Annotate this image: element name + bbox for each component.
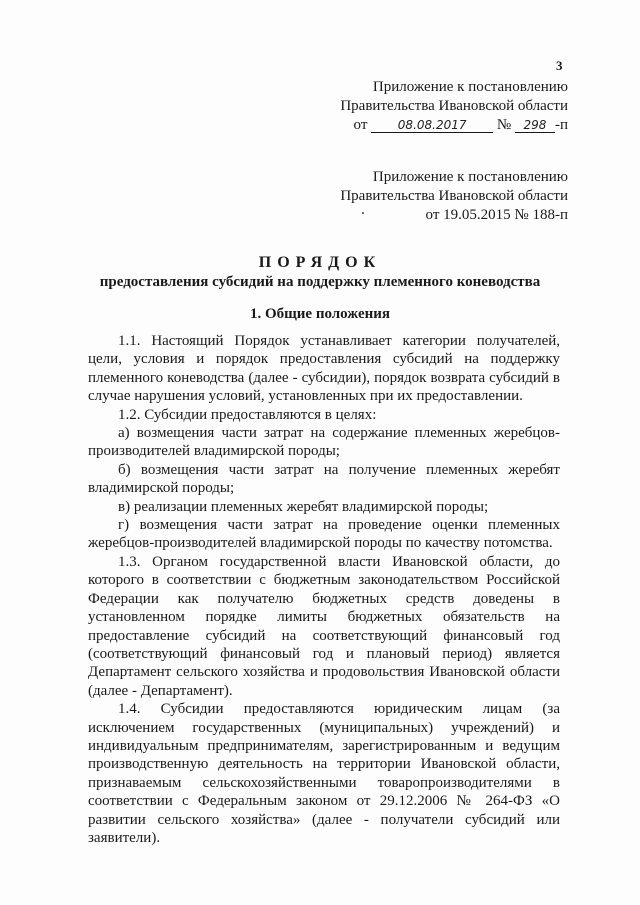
document-body: [88, 332, 560, 847]
stray-dot: [362, 212, 364, 214]
appendix-prev-line-3: от 19.05.2015 № 188-п: [425, 207, 568, 223]
document-subtitle: предоставления субсидий на поддержку племенного коневодства: [99, 274, 541, 290]
section-heading: 1. Общие положения: [249, 306, 391, 322]
paragraph-1-1: 1.1. Настоящий Порядок устанавливает категории получателей, цели, условия и порядок предоставления субсидий на поддержку племенного коневодства (далее - субсидии), порядок возврата субсидий в случае нарушения условий, установленных при их предоставлении.: [88, 333, 560, 405]
paragraph-b: б) возмещения части затрат на получение племенных жеребят владимирской породы;: [88, 461, 560, 497]
appendix-current-block: [340, 78, 568, 135]
document-title: ПОРЯДОК: [258, 254, 382, 271]
appendix-prev-line-2: Правительства Ивановской области: [340, 188, 568, 204]
page-number: 3: [556, 58, 563, 73]
from-label: от: [353, 117, 368, 133]
appendix-date-number-line: [340, 116, 568, 135]
appendix-prev-line-1: Приложение к постановлению: [372, 169, 568, 185]
paragraph-1-3: 1.3. Органом государственной власти Ивановской области, до которого в соответствии с бюджетным законодательством Российской Федерации как получателю бюджетных средств доведены в установленном порядке лимиты бюджетных обязательств на предоставление субсидий на соответствующий финансовый год (соответствующий финансовый год и плановый период) является Департамент сельского хозяйства и продовольствия Ивановской области (далее - Департамент).: [88, 553, 560, 699]
paragraph-a: а) возмещения части затрат на содержание племенных жеребцов-производителей владимирской породы;: [88, 425, 560, 460]
handwritten-date: 08.08.2017: [371, 118, 493, 133]
appendix-previous-block: [340, 168, 568, 225]
appendix-line-1: Приложение к постановлению: [372, 79, 568, 95]
number-suffix: -п: [554, 117, 568, 133]
paragraph-1-2: 1.2. Субсидии предоставляются в целях:: [118, 406, 377, 423]
handwritten-number: 298: [515, 118, 555, 133]
paragraph-g: г) возмещения части затрат на проведение оценки племенных жеребцов-производителей владимирской породы по качеству потомства.: [88, 517, 560, 552]
paragraph-1-4: 1.4. Субсидии предоставляются юридическим лицам (за исключением государственных (муниципальных) учреждений) и индивидуальным предпринимателям, зарегистрированным и ведущим производственную деятельность на территории Ивановской области, признаваемым сельскохозяйственными товаропроизводителями в соответствии с Федеральным законом от 29.12.2006 № 264-ФЗ «О развитии сельского хозяйства» (далее - получатели субсидий или заявители).: [88, 701, 560, 846]
number-label: №: [496, 117, 512, 133]
paragraph-v: в) реализации племенных жеребят владимирской породы;: [118, 498, 489, 515]
appendix-line-2: Правительства Ивановской области: [340, 98, 568, 114]
